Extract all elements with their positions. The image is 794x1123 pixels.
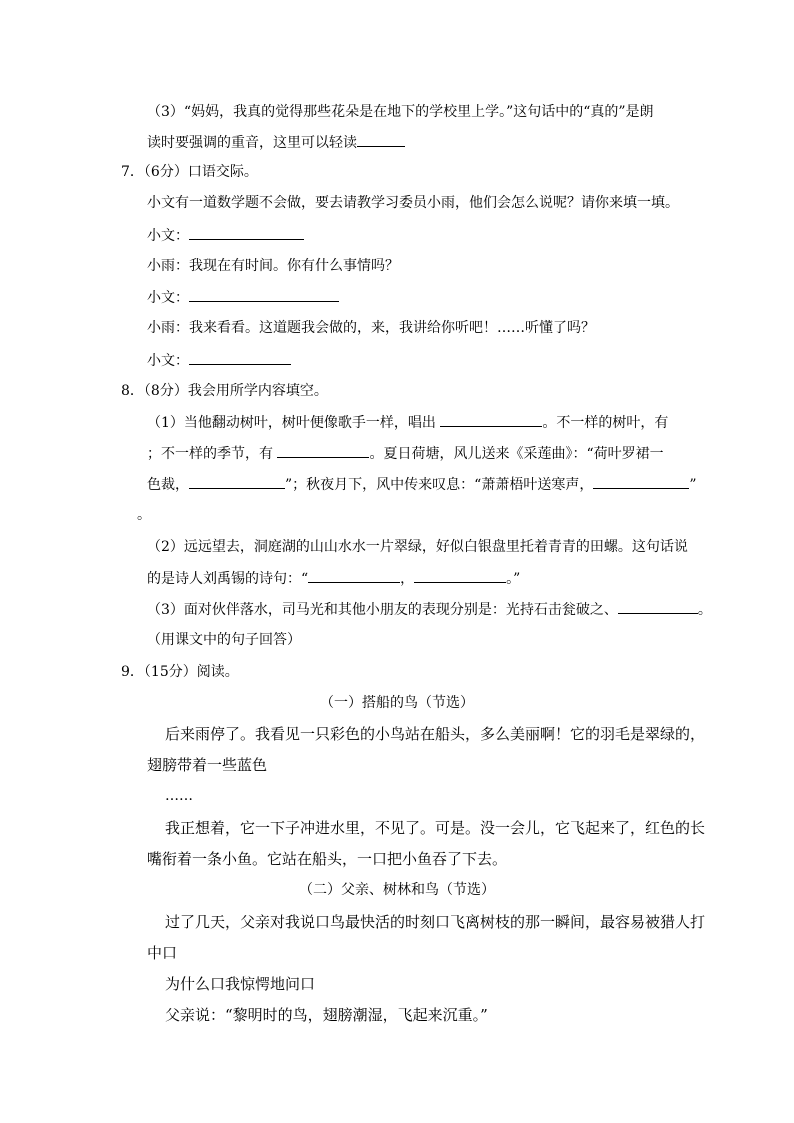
q8-p3-line2: （用课文中的句子回答） (147, 632, 301, 648)
passage-1-line: 我正想着，它一下子冲进水里，不见了。可是。没一会儿，它飞起来了，红色的长 (165, 819, 706, 837)
q7-header: 7．（6分）口语交际。 (121, 164, 258, 180)
q8-p1-line1: （1）当他翻动树叶，树叶便像歌手一样，唱出 。不一样的树叶，有 (147, 412, 668, 433)
q7-dialog-line: 小文： (147, 350, 291, 371)
q7-dialog-line: 小雨：我现在有时间。你有什么事情吗？ (147, 258, 399, 274)
q7-dialog-line: 小文： (147, 287, 339, 308)
passage-1-line: 翅膀带着一些蓝色 (147, 756, 268, 774)
q8-p1-line3: 色裁， ”；秋夜月下，风中传来叹息：“萧萧梧叶送寒声， ” (147, 474, 697, 495)
answer-blank[interactable] (593, 474, 689, 489)
passage-1-title: （一）搭船的鸟（节选） (320, 695, 474, 711)
passage-2-line: 父亲说：“黎明时的鸟，翅膀潮湿，飞起来沉重。” (165, 1006, 488, 1024)
q8-p3-line1: （3）面对伙伴落水，司马光和其他小朋友的表现分别是：光持石击瓮破之、 。 (147, 599, 712, 620)
q9-header: 9．（15分）阅读。 (121, 664, 239, 680)
answer-blank[interactable] (189, 350, 291, 365)
passage-2-line: 中口 (147, 944, 178, 962)
answer-blank[interactable] (357, 132, 405, 147)
answer-blank[interactable] (618, 599, 698, 614)
answer-blank[interactable] (414, 568, 506, 583)
q6-3-line2: 读时要强调的重音，这里可以轻读 (147, 132, 405, 153)
q8-p1-line2: ；不一样的季节，有 。夏日荷塘，风儿送来《采莲曲》：“荷叶罗裙一 (147, 443, 664, 464)
q7-dialog-line: 小雨：我来看看。这道题我会做的，来，我讲给你听吧！……听懂了吗？ (147, 320, 595, 336)
q8-p2-line1: （2）远远望去，洞庭湖的山山水水一片翠绿，好似白银盘里托着青青的田螺。这句话说 (147, 539, 688, 555)
passage-2-line: 为什么口我惊愕地问口 (165, 975, 316, 993)
q8-p1-line4: 。 (137, 507, 151, 523)
answer-blank[interactable] (277, 443, 369, 458)
answer-blank[interactable] (189, 225, 304, 240)
answer-blank[interactable] (189, 287, 339, 302)
q8-header: 8．（8分）我会用所学内容填空。 (121, 383, 328, 399)
q7-intro: 小文有一道数学题不会做，要去请教学习委员小雨，他们会怎么说呢？请你来填一填。 (147, 195, 679, 211)
passage-2-title: （二）父亲、树林和鸟（节选） (299, 882, 495, 898)
q7-dialog-line: 小文： (147, 225, 304, 246)
q8-p2-line2: 的是诗人刘禹锡的诗句：“ ， 。” (147, 568, 520, 589)
answer-blank[interactable] (189, 474, 285, 489)
passage-2-line: 过了几天，父亲对我说口鸟最快活的时刻口飞离树枝的那一瞬间，最容易被猎人打 (165, 913, 706, 931)
answer-blank[interactable] (440, 412, 542, 427)
q6-3-line1: （3）“妈妈，我真的觉得那些花朵是在地下的学校里上学。”这句话中的“真的”是朗 (147, 104, 654, 120)
passage-1-line: 后来雨停了。我看见一只彩色的小鸟站在船头，多么美丽啊！它的羽毛是翠绿的， (165, 725, 706, 743)
answer-blank[interactable] (308, 568, 400, 583)
passage-1-line: …… (165, 788, 193, 804)
passage-1-line: 嘴衔着一条小鱼。它站在船头，一口把小鱼吞了下去。 (147, 850, 508, 868)
